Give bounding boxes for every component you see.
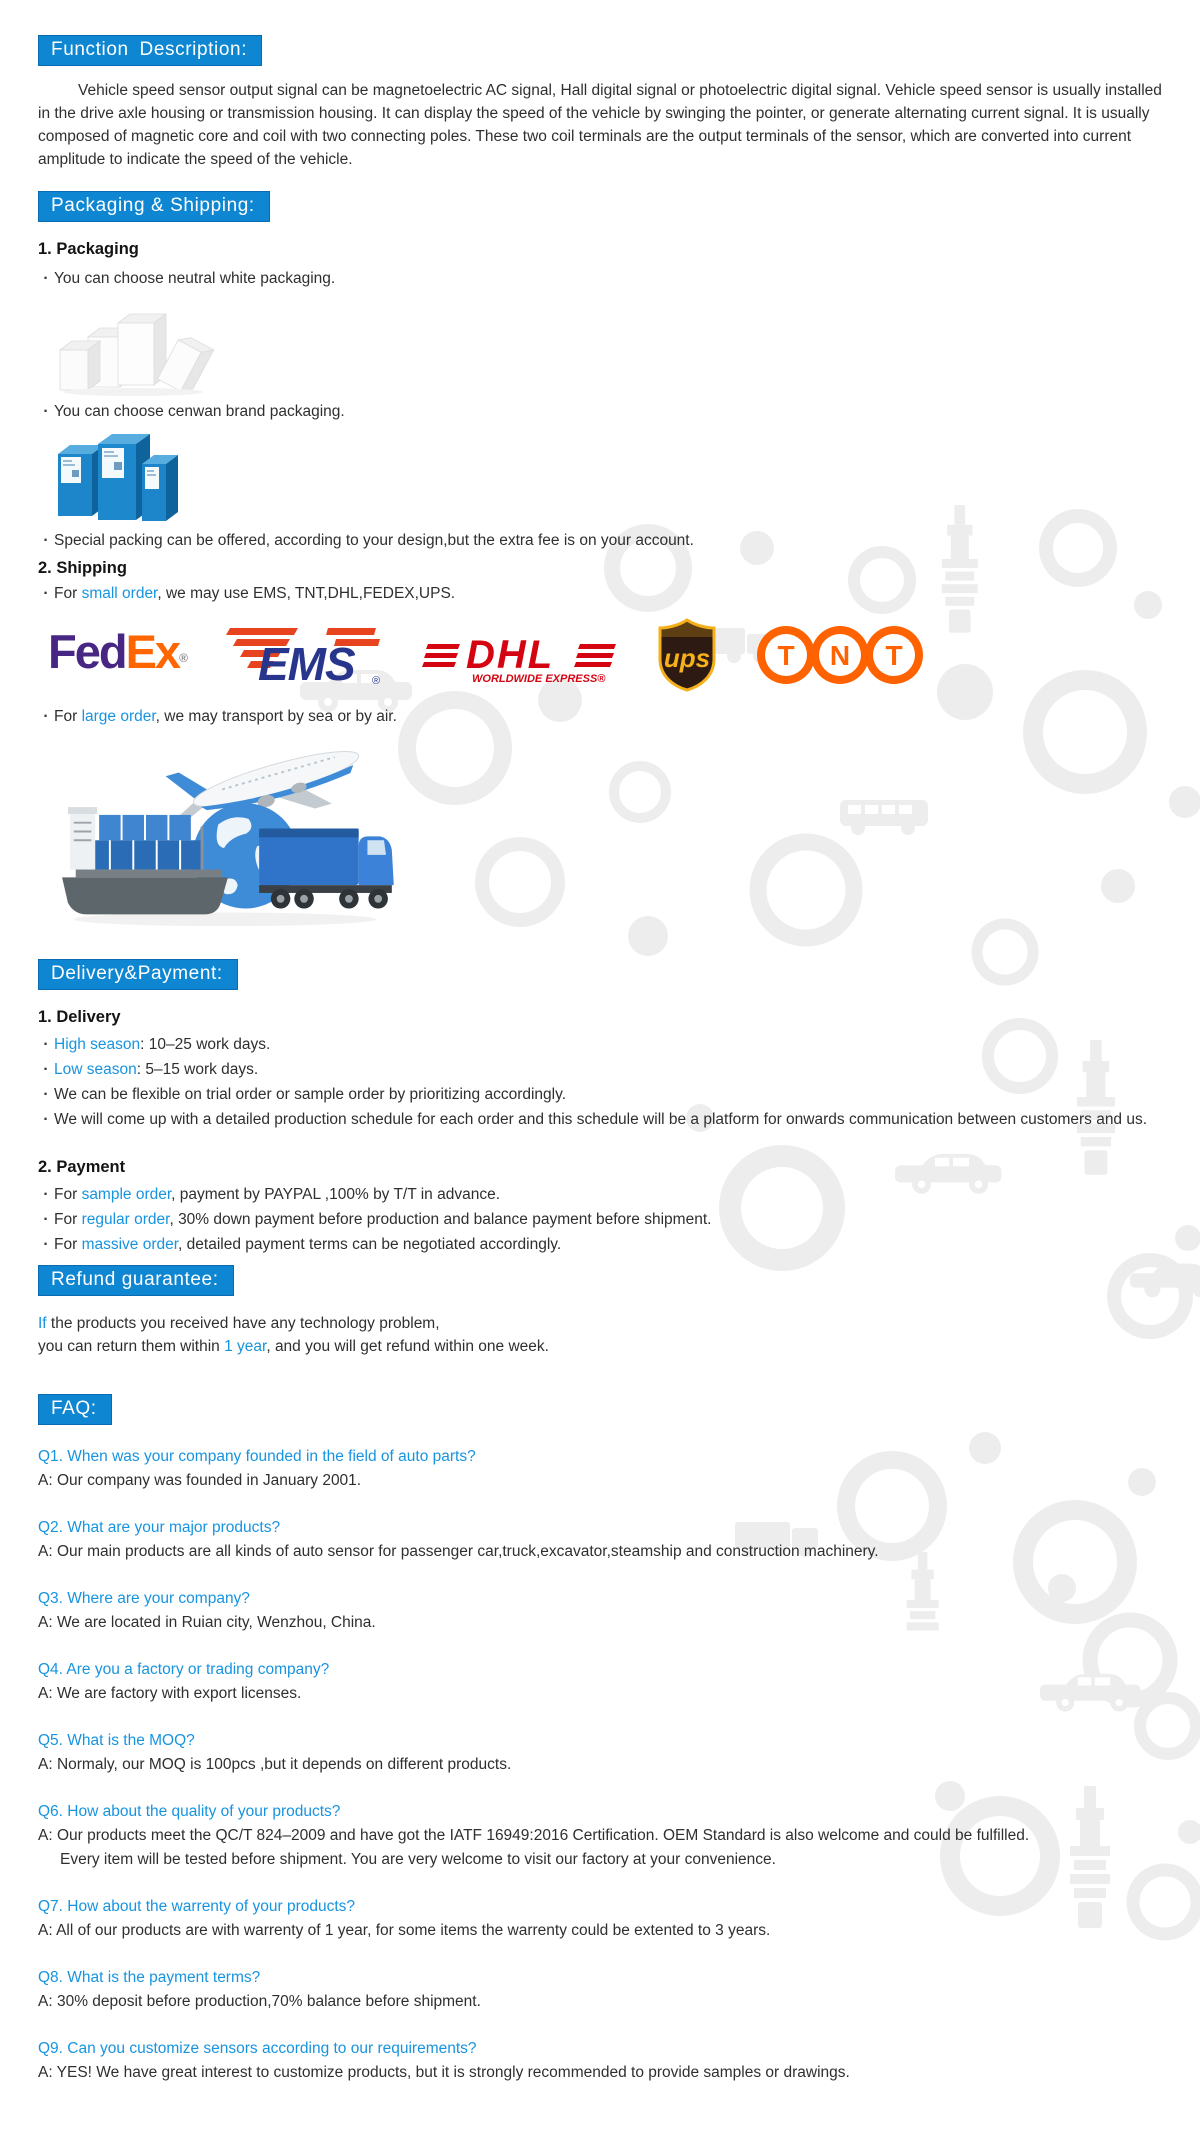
delivery-bullet-low-season [38,1058,1168,1082]
courier-logos-row [48,613,1170,697]
section-header-refund-guarantee: Refund guarantee: [38,1265,234,1296]
bullet-post: , detailed payment terms can be negotiated accordingly. [178,1236,562,1253]
shipping-heading: 2. Shipping [38,559,127,577]
faq-answer: A: 30% deposit before production,70% balance before shipment. [38,1993,481,2010]
high-season-highlight: High season [54,1036,141,1053]
refund-line-2 [38,1335,1170,1358]
delivery-bullet-flexible [38,1083,1168,1107]
function-description-paragraph: Vehicle speed sensor output signal can be magnetoelectric AC signal, Hall digital signal or photoelectric digital signal. Vehicle speed sensor is usually installed in the drive axle housing or transmission housing. It can display the speed of the vehicle by swinging the pointer, or generate alternating current signal. It is usually composed of magnetic core and coil with two connecting poles. These two coil terminals are the output terminals of the sensor, which are converted into current amplitude to indicate the speed of the vehicle. [38,82,1162,168]
faq-item-4 [38,1658,1170,1706]
bullet-post: , we may transport by sea or by air. [155,708,397,725]
bullet-text: · Special packing can be offered, according to your design,but the extra fee is on your account. [54,532,694,549]
cenwan-brand-boxes-image [50,428,190,524]
payment-bullet-regular-order [38,1208,1168,1232]
faq-answer-continued: Every item will be tested before shipment. You are very welcome to visit our factory at your convenience. [60,1851,776,1868]
faq-item-2 [38,1516,1170,1564]
packaging-heading: 1. Packaging [38,240,139,258]
faq-answer: A: YES! We have great interest to customize products, but it is strongly recommended to provide samples or drawings. [38,2064,850,2081]
massive-order-highlight: massive order [81,1236,179,1253]
packaging-bullet-brand [38,400,1168,423]
delivery-payment-section-header-row [38,959,1170,990]
bullet-pre: For [54,708,82,725]
bullet-text: · We will come up with a detailed production schedule for each order and this schedule will be a platform for onwards communication between customers and us. [54,1111,1148,1128]
bullet-pre: For [54,585,82,602]
section-header-function-description: Function Description: [38,35,262,66]
faq-item-7 [38,1895,1170,1943]
bullet-text: · You can choose neutral white packaging. [54,270,336,287]
bullet-text [54,1233,1168,1257]
faq-item-8 [38,1966,1170,2014]
faq-item-5 [38,1729,1170,1777]
ems-logo-reg: ® [371,675,381,687]
faq-question: Q3. Where are your company? [38,1590,250,1607]
faq-answer: A: Normaly, our MOQ is 100pcs ,but it depends on different products. [38,1756,512,1773]
bullet-pre: For [54,1186,82,1203]
payment-bullet-list [38,1183,1170,1257]
faq-question: Q9. Can you customize sensors according to our requirements? [38,2040,477,2057]
small-order-highlight: small order [81,585,158,602]
payment-heading: 2. Payment [38,1158,126,1176]
faq-item-1 [38,1445,1170,1493]
faq-question: Q7. How about the warrenty of your products? [38,1898,356,1915]
shipping-large-order-bullet [38,705,1168,728]
bullet-text [54,1183,1168,1207]
sample-order-highlight: sample order [81,1186,172,1203]
faq-item-3 [38,1587,1170,1635]
faq-answer: A: All of our products are with warrenty of 1 year, for some items the warrenty could be extented to 3 years. [38,1922,771,1939]
bullet-text [54,1208,1168,1232]
tnt-logo-n: N [829,640,851,671]
payment-bullet-massive-order [38,1233,1168,1257]
delivery-heading: 1. Delivery [38,1008,121,1026]
bullet-text [54,1033,1168,1057]
shipping-montage-illustration [50,731,400,931]
fedex-logo-reg: ® [179,651,188,665]
tnt-logo-t2: T [885,640,903,671]
bullet-post: , payment by PAYPAL ,100% by T/T in advance. [171,1186,501,1203]
refund-section-header-row [38,1265,1170,1296]
faq-question: Q4. Are you a factory or trading company? [38,1661,330,1678]
bullet-post: : 5–15 work days. [136,1061,259,1078]
ems-logo-text: EMS [257,638,355,688]
white-packaging-boxes-image [48,295,218,397]
dhl-logo-text: DHL [465,633,555,677]
faq-answer: A: We are located in Ruian city, Wenzhou, China. [38,1614,376,1631]
fedex-logo-fed: Fed [48,625,126,678]
payment-bullet-sample-order [38,1183,1168,1207]
tnt-logo-t1: T [777,640,795,671]
faq-question: Q8. What is the payment terms? [38,1969,261,1986]
refund-line-1 [38,1312,1170,1335]
bullet-pre: For [54,1211,82,1228]
refund-one-year-highlight: 1 year [224,1338,267,1355]
section-header-faq: FAQ: [38,1394,112,1425]
bullet-post: : 10–25 work days. [140,1036,271,1053]
faq-question: Q1. When was your company founded in the field of auto parts? [38,1448,476,1465]
refund-line-2-rest: , and you will get refund within one week. [266,1338,549,1355]
ems-logo [224,622,384,688]
faq-question: Q6. How about the quality of your products? [38,1803,341,1820]
tnt-logo [754,621,926,689]
bullet-post: , we may use EMS, TNT,DHL,FEDEX,UPS. [157,585,456,602]
large-order-highlight: large order [81,708,156,725]
faq-answer: A: Our company was founded in January 2001. [38,1472,362,1489]
shipping-small-order-bullet [38,582,1168,605]
delivery-bullet-list [38,1033,1170,1132]
packaging-bullet-special [38,529,1168,552]
packaging-bullet-white [38,267,1168,290]
faq-answer: A: Our products meet the QC/T 824–2009 and have got the IATF 16949:2016 Certification. OEM Standard is also welcome and could be fulfilled. [38,1827,1030,1844]
low-season-highlight: Low season [54,1061,137,1078]
bullet-text [54,705,1168,728]
faq-list [38,1445,1170,2085]
faq-answer: A: Our main products are all kinds of auto sensor for passenger car,truck,excavator,steamship and construction machinery. [38,1543,879,1560]
bullet-text [54,582,1168,605]
packaging-shipping-section-header-row [38,191,1170,222]
delivery-bullet-schedule [38,1108,1168,1132]
bullet-post: , 30% down payment before production and balance payment before shipment. [169,1211,712,1228]
ups-logo-text: ups [663,643,711,673]
delivery-bullet-high-season [38,1033,1168,1057]
section-header-packaging-shipping: Packaging & Shipping: [38,191,270,222]
dhl-logo [420,624,620,686]
ups-logo [656,617,718,693]
faq-question: Q2. What are your major products? [38,1519,281,1536]
function-description-section [38,35,1170,66]
refund-if-highlight: If [38,1315,47,1332]
dhl-logo-subtext: WORLDWIDE EXPRESS® [471,673,606,685]
regular-order-highlight: regular order [81,1211,170,1228]
faq-section-header-row [38,1394,1170,1425]
bullet-text: · We can be flexible on trial order or sample order by prioritizing accordingly. [54,1086,567,1103]
refund-line-2-pre: you can return them within [38,1338,225,1355]
fedex-logo [48,627,188,683]
faq-answer: A: We are factory with export licenses. [38,1685,302,1702]
section-header-delivery-payment: Delivery&Payment: [38,959,238,990]
fedex-logo-ex: Ex [125,625,180,678]
bullet-text: · You can choose cenwan brand packaging. [54,403,345,420]
bullet-pre: For [54,1236,82,1253]
refund-line-1-rest: the products you received have any technology problem, [46,1315,440,1332]
bullet-text [54,1058,1168,1082]
faq-item-6 [38,1800,1170,1872]
faq-question: Q5. What is the MOQ? [38,1732,195,1749]
faq-item-9 [38,2037,1170,2085]
refund-text [38,1312,1170,1358]
